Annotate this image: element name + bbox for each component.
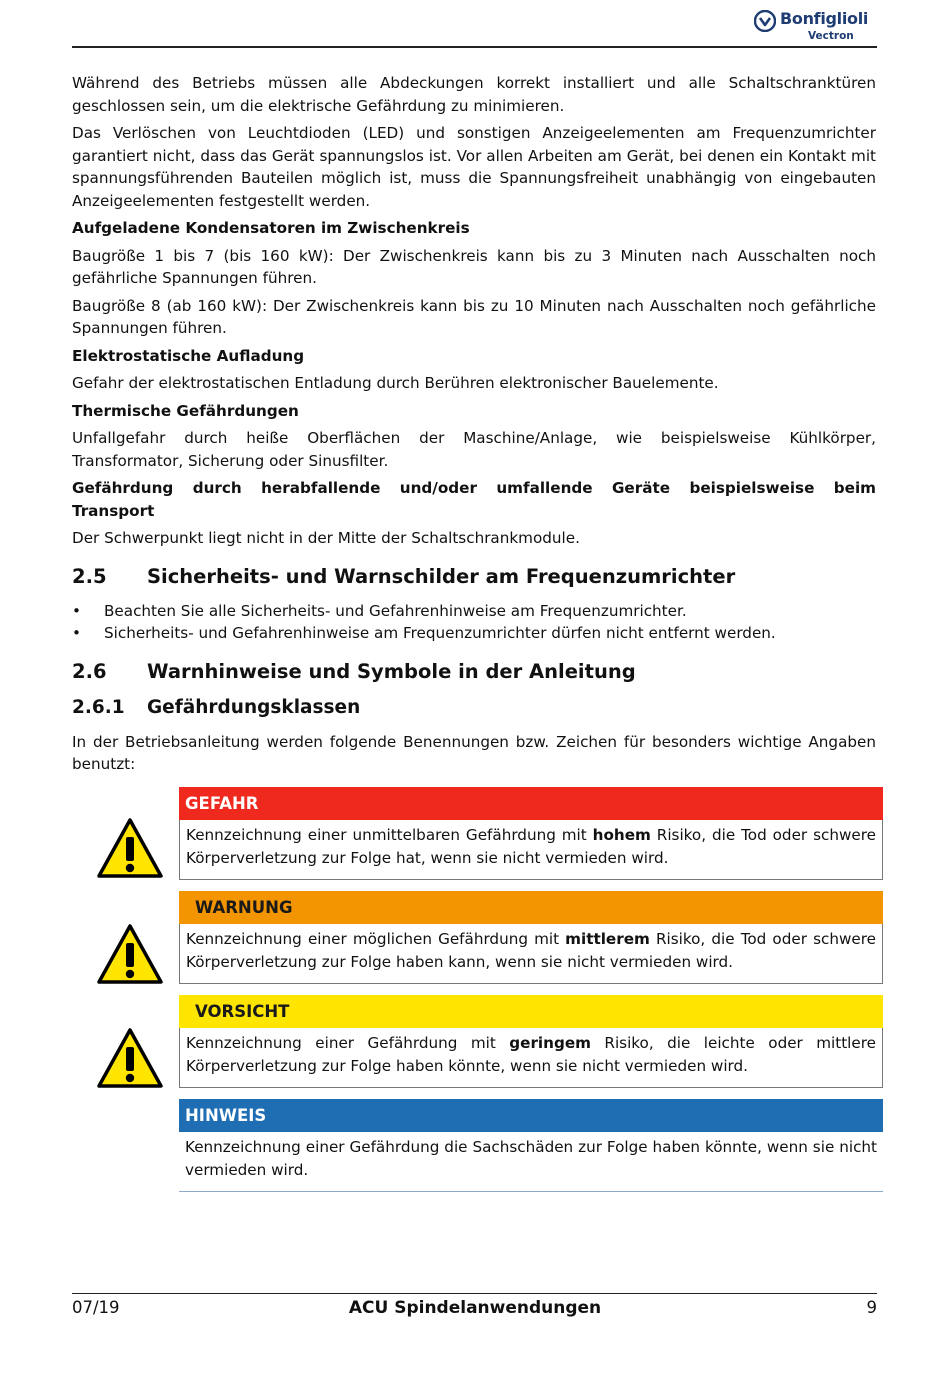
- paragraph: Das Verlöschen von Leuchtdioden (LED) und sonstigen Anzeigeelementen am Frequenzumrichter garantiert nicht, dass das Gerät spannungslos ist. Vor allen Arbeiten am Gerät, bei denen ein Kontakt mit spannungsführenden Bauteilen möglich ist, muss die Spannungsfreiheit unabhängig von eingebauten Anzeigeelementen festgestellt werden.: [72, 124, 876, 210]
- brand-sub: Vectron: [808, 30, 854, 42]
- section-number: 2.5: [72, 564, 107, 588]
- logo-mark-icon: [754, 10, 776, 32]
- notice-body: Kennzeichnung einer unmittelbaren Gefährdung mit hohem Risiko, die Tod oder schwere Körperverletzung zur Folge hat, wenn sie nicht vermieden wird.: [179, 820, 883, 880]
- brand-logo: [754, 8, 880, 46]
- section-heading-2-5: [72, 564, 876, 590]
- paragraph: Der Schwerpunkt liegt nicht in der Mitte der Schaltschrankmodule.: [72, 529, 580, 547]
- section-number: 2.6: [72, 659, 107, 683]
- notice-body: Kennzeichnung einer Gefährdung die Sachschäden zur Folge haben könnte, wenn sie nicht vermieden wird.: [179, 1132, 883, 1192]
- warning-triangle-icon: [96, 1027, 164, 1089]
- notice-label: GEFAHR: [179, 787, 883, 820]
- list-item: • Sicherheits- und Gefahrenhinweise am Frequenzumrichter dürfen nicht entfernt werden.: [72, 622, 876, 645]
- list-item: • Beachten Sie alle Sicherheits- und Gefahrenhinweise am Frequenzumrichter.: [72, 600, 876, 623]
- notice-hinweis: [179, 1099, 883, 1192]
- main-content: [72, 72, 876, 781]
- section-title: Sicherheits- und Warnschilder am Frequenzumrichter: [147, 564, 736, 588]
- paragraph: Baugröße 1 bis 7 (bis 160 kW): Der Zwischenkreis kann bis zu 3 Minuten nach Ausschalten noch gefährliche Spannungen führen.: [72, 246, 876, 287]
- notice-vorsicht: [179, 995, 883, 1088]
- paragraph: In der Betriebsanleitung werden folgende Benennungen bzw. Zeichen für besonders wichtige Angaben benutzt:: [72, 732, 876, 773]
- paragraph: Gefahr der elektrostatischen Entladung durch Berühren elektronischer Bauelemente.: [72, 374, 719, 392]
- section-title: Gefährdungsklassen: [147, 696, 361, 718]
- warning-triangle-icon: [96, 923, 164, 985]
- notice-label: VORSICHT: [179, 995, 883, 1028]
- warning-triangle-icon: [96, 817, 164, 879]
- notice-label: WARNUNG: [179, 891, 883, 924]
- page-number: 9: [866, 1298, 877, 1317]
- header-rule: [72, 46, 877, 48]
- subheading: Aufgeladene Kondensatoren im Zwischenkreis: [72, 219, 470, 237]
- section-number: 2.6.1: [72, 696, 125, 718]
- notice-warnung: [179, 891, 883, 984]
- section-heading-2-6-1: [72, 695, 876, 721]
- paragraph: Baugröße 8 (ab 160 kW): Der Zwischenkreis kann bis zu 10 Minuten nach Ausschalten noch gefährliche Spannungen führen.: [72, 296, 876, 337]
- paragraph: Während des Betriebs müssen alle Abdeckungen korrekt installiert und alle Schaltschranktüren geschlossen sein, um die elektrische Gefährdung zu minimieren.: [72, 74, 876, 115]
- subheading: Thermische Gefährdungen: [72, 401, 299, 420]
- subheading: Gefährdung durch herabfallende und/oder umfallende Geräte beispielsweise beim: [72, 479, 876, 497]
- bullet-list: [72, 600, 876, 645]
- subheading: Elektrostatische Aufladung: [72, 346, 305, 365]
- brand-name: Bonfiglioli: [780, 9, 869, 28]
- section-heading-2-6: [72, 659, 876, 685]
- footer-rule: [72, 1293, 877, 1294]
- notice-body: Kennzeichnung einer Gefährdung mit geringem Risiko, die leichte oder mittlere Körperverletzung zur Folge haben könnte, wenn sie nicht vermieden wird.: [179, 1028, 883, 1088]
- notice-body: Kennzeichnung einer möglichen Gefährdung mit mittlerem Risiko, die Tod oder schwere Körperverletzung zur Folge haben kann, wenn sie nicht vermieden wird.: [179, 924, 883, 984]
- footer-date: 07/19: [72, 1298, 120, 1317]
- footer-title: ACU Spindelanwendungen: [348, 1298, 602, 1318]
- paragraph: Unfallgefahr durch heiße Oberflächen der Maschine/Anlage, wie beispielsweise Kühlkörper, Transformator, Sicherung oder Sinusfilter.: [72, 429, 876, 470]
- subheading: Transport: [72, 501, 155, 520]
- notice-label: HINWEIS: [179, 1099, 883, 1132]
- section-title: Warnhinweise und Symbole in der Anleitung: [147, 659, 636, 683]
- notice-gefahr: [179, 787, 883, 880]
